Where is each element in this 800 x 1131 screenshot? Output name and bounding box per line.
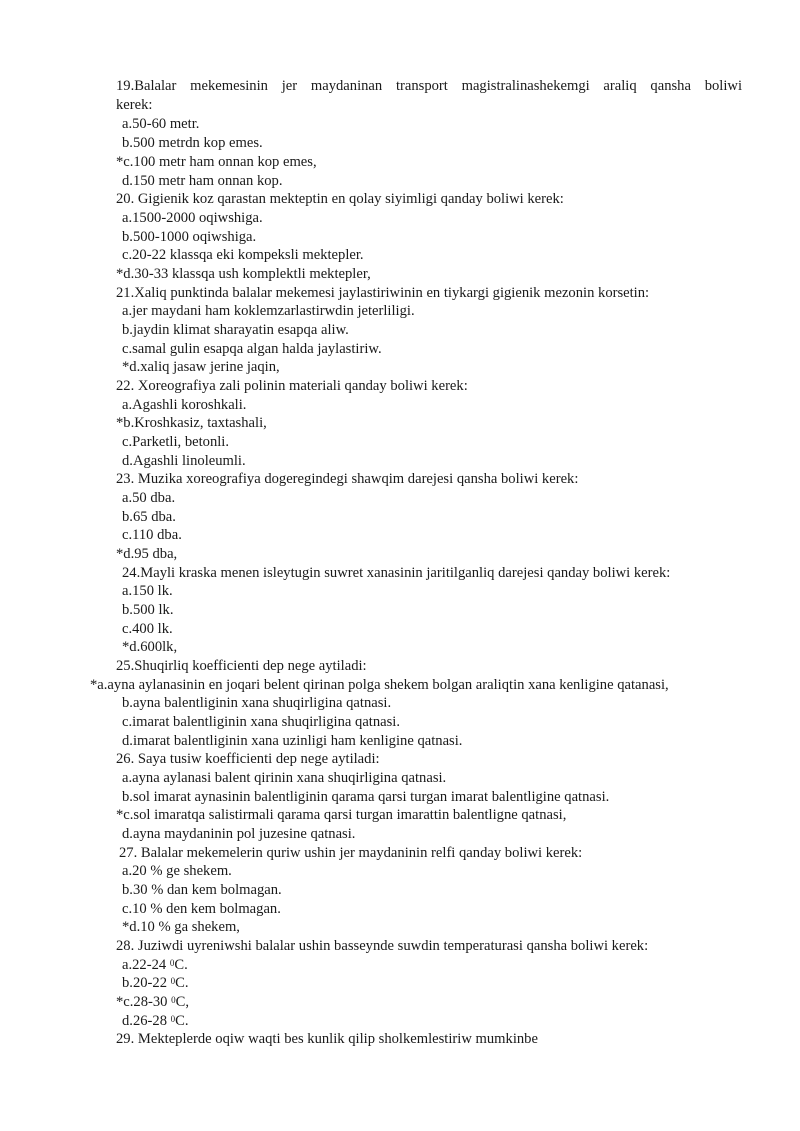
question-19-line-1: 19.Balalar mekemesinin jer maydaninan transport magistralinashekemgi araliq qansha boliwi xyxy=(116,78,742,94)
answer-20-b: b.500-1000 oqiwshiga. xyxy=(122,229,257,245)
answer-23-b: b.65 dba. xyxy=(122,509,176,525)
answer-27-c: c.10 % den kem bolmagan. xyxy=(122,901,281,917)
answer-26-b: b.sol imarat aynasinin balentliginin qarama qarsi turgan imarat balentligine qatnasi. xyxy=(122,789,610,805)
answer-27-a: a.20 % ge shekem. xyxy=(122,863,232,879)
answer-21-c: c.samal gulin esapqa algan halda jaylastiriw. xyxy=(122,341,382,357)
answer-22-d: d.Agashli linoleumli. xyxy=(122,453,246,469)
question-22: 22. Xoreografiya zali polinin materiali qanday boliwi kerek: xyxy=(116,378,468,394)
answer-26-a: a.ayna aylanasi balent qirinin xana shuqirligina qatnasi. xyxy=(122,770,447,786)
answer-24-b: b.500 lk. xyxy=(122,602,174,618)
answer-23-a: a.50 dba. xyxy=(122,490,176,506)
answer-21-d: *d.xaliq jasaw jerine jaqin, xyxy=(122,359,280,375)
answer-21-a: a.jer maydani ham koklemzarlastirwdin jeterliligi. xyxy=(122,303,415,319)
answer-22-b: *b.Kroshkasiz, taxtashali, xyxy=(116,415,267,431)
answer-28-c: *c.28-30 $^0$C, xyxy=(116,994,190,1010)
answer-25-d: d.imarat balentliginin xana uzinligi ham kenligine qatnasi. xyxy=(122,733,463,749)
answer-20-d: *d.30-33 klassqa ush komplektli mektepler, xyxy=(116,266,371,282)
answer-27-b: b.30 % dan kem bolmagan. xyxy=(122,882,282,898)
answer-24-a: a.150 lk. xyxy=(122,583,173,599)
question-24: 24.Mayli kraska menen isleytugin suwret xanasinin jaritilganliq darejesi qanday boliwi kerek: xyxy=(122,565,671,581)
answer-19-d: d.150 metr ham onnan kop. xyxy=(122,173,283,189)
answer-23-d: *d.95 dba, xyxy=(116,546,178,562)
answer-22-c: c.Parketli, betonli. xyxy=(122,434,229,450)
answer-25-a: *a.ayna aylanasinin en joqari belent qirinan polga shekem bolgan araliqtin xana kenligine qatanasi, xyxy=(90,677,669,693)
answer-26-d: d.ayna maydaninin pol juzesine qatnasi. xyxy=(122,826,356,842)
answer-25-b: b.ayna balentliginin xana shuqirligina qatnasi. xyxy=(122,695,392,711)
answer-23-c: c.110 dba. xyxy=(122,527,182,543)
question-21: 21.Xaliq punktinda balalar mekemesi jaylastiriwinin en tiykargi gigienik mezonin korsetin: xyxy=(116,285,650,301)
question-25: 25.Shuqirliq koefficienti dep nege aytiladi: xyxy=(116,658,367,674)
answer-25-c: c.imarat balentliginin xana shuqirligina qatnasi. xyxy=(122,714,401,730)
question-26: 26. Saya tusiw koefficienti dep nege aytiladi: xyxy=(116,751,380,767)
answer-20-c: c.20-22 klassqa eki kompeksli mektepler. xyxy=(122,247,364,263)
answer-24-c: c.400 lk. xyxy=(122,621,173,637)
question-29: 29. Mekteplerde oqiw waqti bes kunlik qilip sholkemlestiriw mumkinbe xyxy=(116,1031,538,1047)
answer-27-d: *d.10 % ga shekem, xyxy=(122,919,240,935)
question-27: 27. Balalar mekemelerin quriw ushin jer maydaninin relfi qanday boliwi kerek: xyxy=(119,845,583,861)
answer-19-a: a.50-60 metr. xyxy=(122,116,200,132)
answer-19-b: b.500 metrdn kop emes. xyxy=(122,135,263,151)
answer-28-b: b.20-22 $^0$C. xyxy=(122,975,189,991)
answer-21-b: b.jaydin klimat sharayatin esapqa aliw. xyxy=(122,322,349,338)
answer-19-c: *c.100 metr ham onnan kop emes, xyxy=(116,154,317,170)
question-19-line-2: kerek: xyxy=(116,97,153,113)
answer-26-c: *c.sol imaratqa salistirmali qarama qarsi turgan imarattin balentligne qatnasi, xyxy=(116,807,567,823)
answer-20-a: a.1500-2000 oqiwshiga. xyxy=(122,210,263,226)
question-28: 28. Juziwdi uyreniwshi balalar ushin basseynde suwdin temperaturasi qansha boliwi kerek: xyxy=(116,938,649,954)
answer-22-a: a.Agashli koroshkali. xyxy=(122,397,247,413)
question-20: 20. Gigienik koz qarastan mekteptin en qolay siyimligi qanday boliwi kerek: xyxy=(116,191,564,207)
answer-24-d: *d.600lk, xyxy=(122,639,178,655)
answer-28-d: d.26-28 $^0$C. xyxy=(122,1013,189,1029)
answer-28-a: a.22-24 $^0$C. xyxy=(122,957,188,973)
question-23: 23. Muzika xoreografiya dogeregindegi shawqim darejesi qansha boliwi kerek: xyxy=(116,471,579,487)
